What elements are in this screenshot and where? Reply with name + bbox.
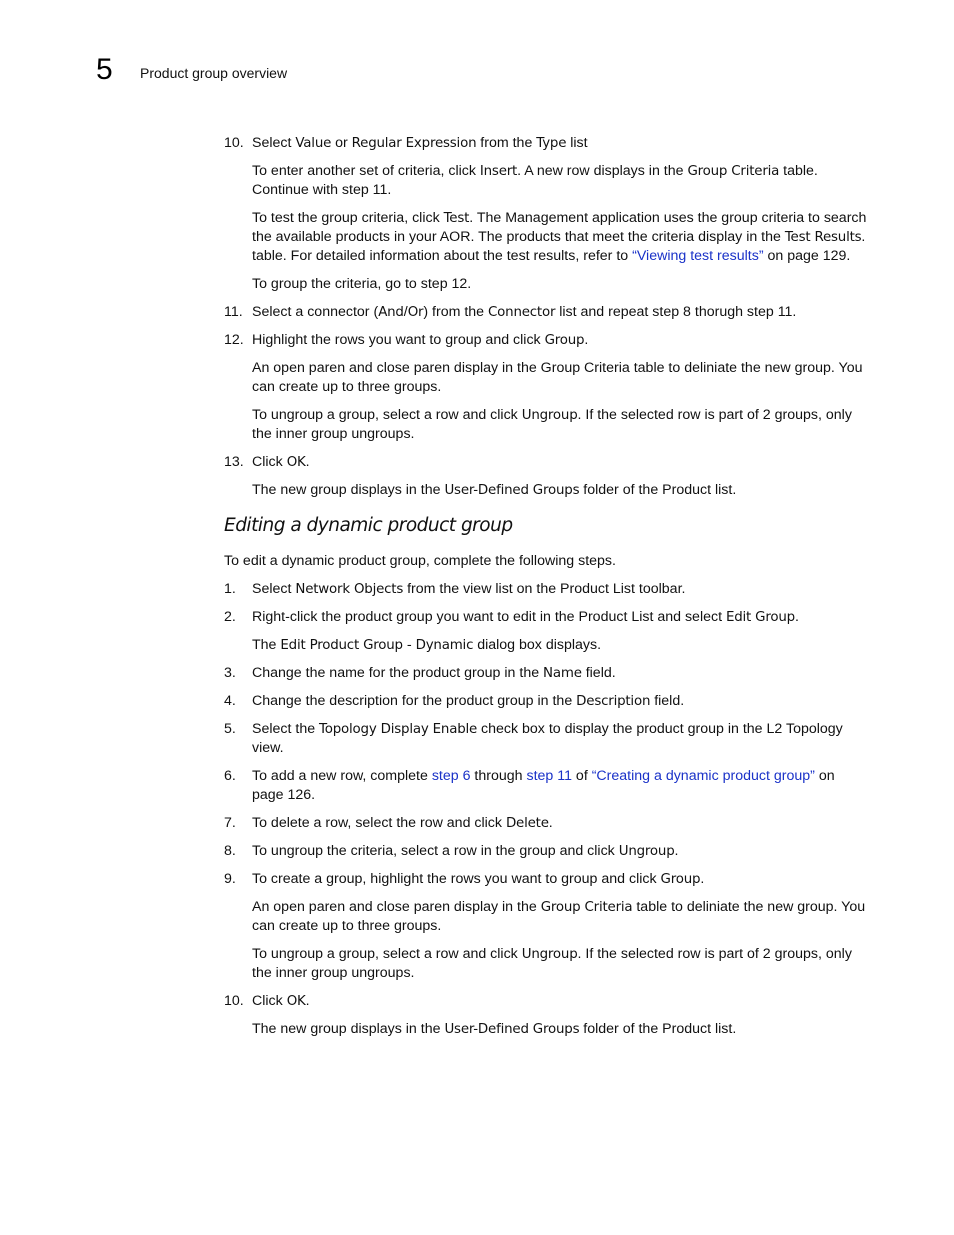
text: To delete a row, select the row and click — [252, 815, 506, 831]
step-number: 10. — [224, 135, 244, 151]
ui-term-or: Or — [407, 305, 424, 320]
text: The — [252, 637, 281, 653]
ui-term-test-results: Test Results — [784, 230, 862, 245]
text: . — [305, 454, 310, 470]
text: To ungroup the criteria, select a row in the group and click — [252, 843, 619, 859]
ui-term-topology-display-enable: Topology Display Enable — [319, 722, 478, 737]
paragraph-paren-2 — [252, 898, 870, 936]
paragraph-ungroup — [252, 406, 870, 444]
text: Select — [252, 581, 296, 597]
step-number: 4. — [224, 693, 236, 709]
link-viewing-test-results[interactable]: “Viewing test results” — [632, 248, 764, 264]
text: To create a group, highlight the rows you want to group and click — [252, 871, 661, 887]
link-step-6[interactable]: step 6 — [431, 768, 471, 784]
ui-term-user-defined-groups: User-Defined Groups — [444, 1022, 580, 1037]
text: An open paren and close paren display in the — [252, 899, 541, 915]
step-12 — [224, 331, 870, 350]
ui-term-name: Name — [543, 666, 582, 681]
ui-term-and: And — [378, 305, 404, 320]
step-number: 10. — [224, 993, 244, 1009]
text: Select a connector ( — [252, 304, 379, 320]
ui-term-ungroup: Ungroup — [521, 947, 578, 962]
edit-step-5 — [224, 720, 870, 758]
text: field. — [650, 693, 685, 709]
text: To ungroup a group, select a row and click — [252, 407, 522, 423]
ui-term-ok: OK — [286, 994, 306, 1009]
text: folder of the Product list. — [579, 1021, 737, 1037]
ui-term-user-defined-groups: User-Defined Groups — [444, 483, 580, 498]
step-10 — [224, 134, 870, 153]
text: . A new row displays in the — [517, 163, 688, 179]
text: / — [403, 304, 408, 320]
ui-term-connector: Connector — [488, 305, 556, 320]
text: . The Management application uses the group criteria to search the available products in your AOR. The products that meet the criteria display in the — [252, 210, 867, 245]
text: of — [571, 768, 592, 784]
step-number: 6. — [224, 768, 236, 784]
ui-term-ungroup: Ungroup — [618, 844, 675, 859]
paragraph-intro: To edit a dynamic product group, complete the following steps. — [224, 553, 616, 569]
text: To ungroup a group, select a row and click — [252, 946, 522, 962]
text: Highlight the rows you want to group and click — [252, 332, 545, 348]
ui-term-description: Description — [576, 694, 651, 709]
text: dialog box displays. — [473, 637, 602, 653]
ui-term-ok: OK — [286, 455, 306, 470]
edit-step-3 — [224, 664, 870, 683]
text: . — [700, 871, 705, 887]
text: Click — [252, 454, 287, 470]
text: or — [331, 135, 352, 151]
ui-term-network-objects: Network Objects — [295, 582, 404, 597]
text: table. Continue with step 11. — [252, 163, 818, 198]
chapter-number: 5 — [96, 53, 113, 86]
step-number: 1. — [224, 581, 236, 597]
ui-term-insert: Insert — [479, 164, 518, 179]
text: To test the group criteria, click — [252, 210, 444, 226]
text: through — [470, 768, 527, 784]
step-number: 5. — [224, 721, 236, 737]
text: Change the name for the product group in the — [252, 665, 544, 681]
ui-term-edit-group: Edit Group — [725, 610, 795, 625]
text: Select the — [252, 721, 320, 737]
text: . — [584, 332, 589, 348]
text: field. — [581, 665, 616, 681]
text: . — [794, 609, 799, 625]
section-heading: Editing a dynamic product group — [224, 515, 513, 536]
ui-term-group: Group — [660, 872, 701, 887]
text: . If the selected row is part of 2 groups, only the inner group ungroups. — [252, 946, 852, 981]
ui-term-group: Group — [544, 333, 585, 348]
step-number: 11. — [224, 304, 243, 320]
text: The new group displays in the — [252, 482, 445, 498]
text: list and repeat step 8 thorugh step 11. — [555, 304, 797, 320]
edit-step-2 — [224, 608, 870, 627]
step-number: 13. — [224, 454, 244, 470]
paragraph-new-group-2 — [252, 1020, 870, 1039]
text: . — [674, 843, 679, 859]
paragraph-dialog — [252, 636, 870, 655]
text: Select — [252, 135, 296, 151]
step-number: 12. — [224, 332, 244, 348]
ui-term-group-criteria: Group Criteria — [687, 164, 780, 179]
text: . If the selected row is part of 2 groups, only the inner group ungroups. — [252, 407, 852, 442]
text: folder of the Product list. — [579, 482, 737, 498]
ui-term-test: Test — [443, 211, 470, 226]
text: from the — [476, 135, 537, 151]
text: Click — [252, 993, 287, 1009]
text: on page 129. — [763, 248, 851, 264]
edit-step-6 — [224, 767, 870, 805]
ui-term-group-criteria: Group Criteria — [540, 900, 633, 915]
paragraph-paren: An open paren and close paren display in the Group Criteria table to deliniate the new group. You can create up to three groups. — [252, 360, 863, 395]
text: The new group displays in the — [252, 1021, 445, 1037]
edit-step-7 — [224, 814, 870, 833]
step-number: 9. — [224, 871, 236, 887]
text: Right-click the product group you want to edit in the Product List and select — [252, 609, 726, 625]
text: on page 126. — [252, 768, 835, 803]
text: . — [305, 993, 310, 1009]
text: ) from the — [423, 304, 489, 320]
edit-step-4 — [224, 692, 870, 711]
paragraph-insert — [252, 162, 870, 200]
ui-term-type: Type — [536, 136, 567, 151]
step-number: 8. — [224, 843, 236, 859]
edit-step-10 — [224, 992, 870, 1011]
step-number: 7. — [224, 815, 236, 831]
edit-step-9 — [224, 870, 870, 889]
text: check box to display the product group in the L2 Topology view. — [252, 721, 843, 756]
text: . table. For detailed information about the test results, refer to — [252, 229, 866, 264]
text: To add a new row, complete — [252, 768, 432, 784]
text: To enter another set of criteria, click — [252, 163, 480, 179]
paragraph-group-criteria: To group the criteria, go to step 12. — [252, 276, 472, 292]
text: table to deliniate the new group. You can create up to three groups. — [252, 899, 866, 934]
chapter-title: Product group overview — [140, 65, 288, 81]
text: Change the description for the product group in the — [252, 693, 577, 709]
ui-term-value: Value — [295, 136, 332, 151]
ui-term-regular-expression: Regular Expression — [351, 136, 477, 151]
step-11 — [224, 303, 870, 322]
ui-term-ungroup: Ungroup — [521, 408, 578, 423]
paragraph-ungroup-2 — [252, 945, 870, 983]
paragraph-new-group — [252, 481, 870, 500]
link-creating-dynamic-product-group[interactable]: “Creating a dynamic product group” — [591, 768, 815, 784]
ui-term-delete: Delete — [505, 816, 549, 831]
page-content — [224, 134, 870, 1048]
step-number: 3. — [224, 665, 236, 681]
step-number: 2. — [224, 609, 236, 625]
edit-step-8 — [224, 842, 870, 861]
text: . — [548, 815, 553, 831]
ui-term-edit-product-group-dynamic: Edit Product Group - Dynamic — [280, 638, 474, 653]
edit-step-1 — [224, 580, 870, 599]
link-step-11[interactable]: step 11 — [526, 768, 572, 784]
paragraph-test — [252, 209, 870, 266]
text: from the view list on the Product List toolbar. — [403, 581, 686, 597]
text: list — [566, 135, 588, 151]
step-13 — [224, 453, 870, 472]
